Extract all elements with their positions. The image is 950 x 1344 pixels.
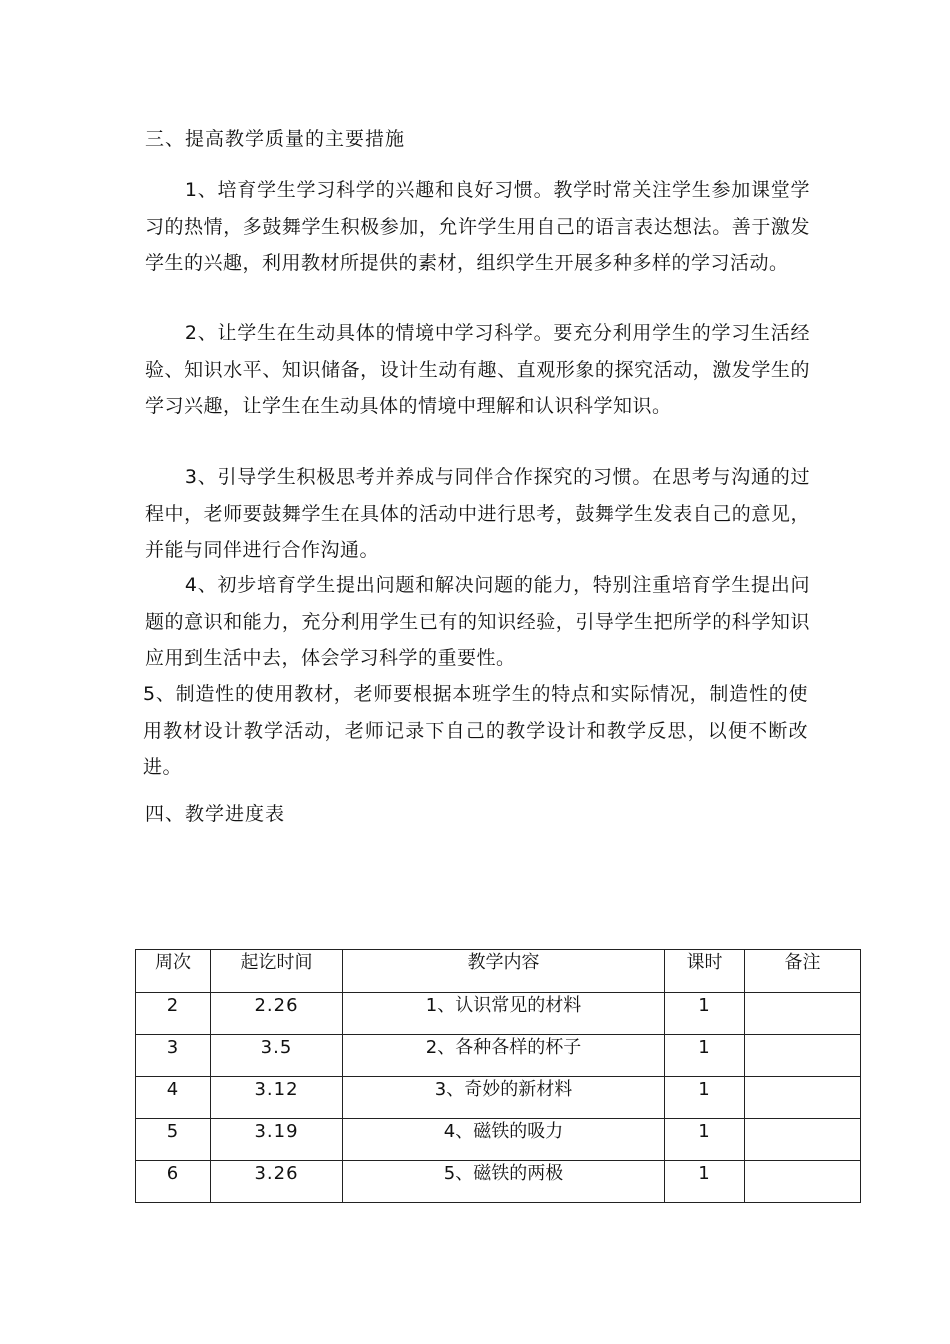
cell-week: 6 (136, 1161, 211, 1203)
header-notes: 备注 (745, 950, 861, 993)
measure-paragraph-4: 4、初步培育学生提出问题和解决问题的能力，特别注重培育学生提出问题的意识和能力，充分利用学生已有的知识经验，引导学生把所学的科学知识应用到生活中去，体会学习科学的重要性。 (145, 574, 810, 669)
cell-content: 5、磁铁的两极 (343, 1161, 665, 1203)
cell-hours: 1 (665, 1077, 745, 1119)
teaching-schedule-table (135, 949, 861, 1203)
section-heading-3: 三、提高教学质量的主要措施 (145, 128, 406, 150)
cell-notes (745, 1119, 861, 1161)
cell-content: 3、奇妙的新材料 (343, 1077, 665, 1119)
cell-hours: 1 (665, 1035, 745, 1077)
cell-hours: 1 (665, 993, 745, 1035)
cell-dates: 3.5 (211, 1035, 343, 1077)
cell-hours: 1 (665, 1161, 745, 1203)
table-row (136, 1077, 861, 1119)
section-heading-4: 四、教学进度表 (145, 803, 286, 825)
table-row (136, 1035, 861, 1077)
cell-content: 4、磁铁的吸力 (343, 1119, 665, 1161)
cell-week: 4 (136, 1077, 211, 1119)
table-row (136, 1161, 861, 1203)
measure-paragraph-5: 5、制造性的使用教材，老师要根据本班学生的特点和实际情况，制造性的使用教材设计教学活动，老师记录下自己的教学设计和教学反思，以便不断改进。 (143, 683, 808, 778)
table-row (136, 1119, 861, 1161)
cell-dates: 2.26 (211, 993, 343, 1035)
cell-notes (745, 1035, 861, 1077)
cell-content: 1、认识常见的材料 (343, 993, 665, 1035)
cell-week: 2 (136, 993, 211, 1035)
cell-notes (745, 1077, 861, 1119)
cell-dates: 3.19 (211, 1119, 343, 1161)
cell-notes (745, 993, 861, 1035)
header-hours: 课时 (665, 950, 745, 993)
table-row (136, 993, 861, 1035)
cell-content: 2、各种各样的杯子 (343, 1035, 665, 1077)
measure-paragraph-3: 3、引导学生积极思考并养成与同伴合作探究的习惯。在思考与沟通的过程中，老师要鼓舞学生在具体的活动中进行思考，鼓舞学生发表自己的意见，并能与同伴进行合作沟通。 (145, 466, 810, 561)
cell-week: 3 (136, 1035, 211, 1077)
cell-dates: 3.26 (211, 1161, 343, 1203)
cell-week: 5 (136, 1119, 211, 1161)
cell-hours: 1 (665, 1119, 745, 1161)
cell-notes (745, 1161, 861, 1203)
table-header-row (136, 950, 861, 993)
cell-dates: 3.12 (211, 1077, 343, 1119)
header-content: 教学内容 (343, 950, 665, 993)
measure-paragraph-2: 2、让学生在生动具体的情境中学习科学。要充分利用学生的学习生活经验、知识水平、知识储备，设计生动有趣、直观形象的探究活动，激发学生的学习兴趣，让学生在生动具体的情境中理解和认识科学知识。 (145, 322, 810, 417)
header-week: 周次 (136, 950, 211, 993)
header-dates: 起讫时间 (211, 950, 343, 993)
measure-paragraph-1: 1、培育学生学习科学的兴趣和良好习惯。教学时常关注学生参加课堂学习的热情，多鼓舞学生积极参加，允许学生用自己的语言表达想法。善于激发学生的兴趣，利用教材所提供的素材，组织学生开展多种多样的学习活动。 (145, 179, 810, 274)
